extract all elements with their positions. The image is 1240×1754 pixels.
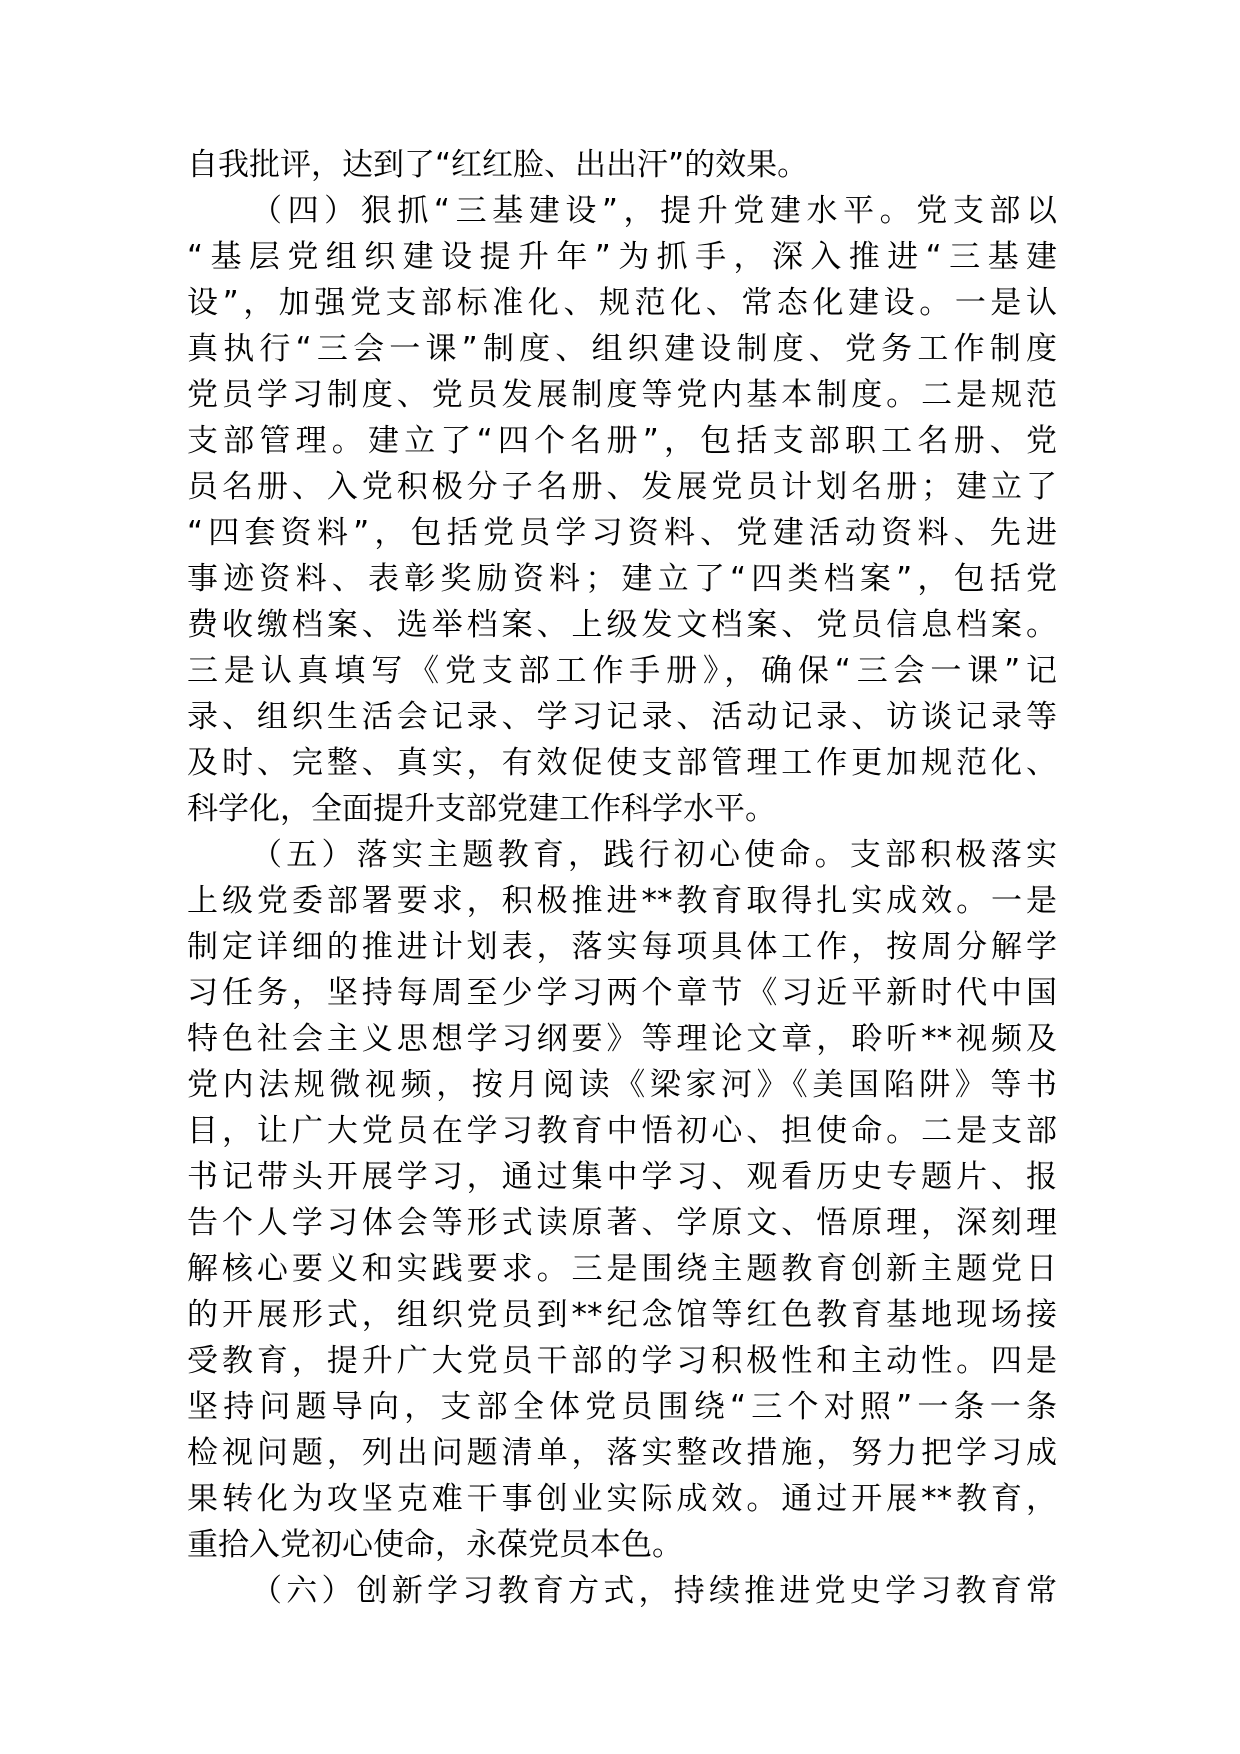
text-line: 及时、完整、真实，有效促使支部管理工作更加规范化、 <box>187 745 1057 781</box>
section-heading-line: （四）狠抓“三基建设”，提升党建水平。党支部以 <box>251 193 1057 229</box>
text-line: 员名册、入党积极分子名册、发展党员计划名册；建立了 <box>187 469 1057 505</box>
text-line: 习任务，坚持每周至少学习两个章节《习近平新时代中国 <box>187 975 1057 1011</box>
text-line: 科学化，全面提升支部党建工作科学水平。 <box>187 791 776 827</box>
body-text <box>187 142 1057 1614</box>
text-line: 事迹资料、表彰奖励资料；建立了“四类档案”，包括党 <box>187 561 1057 597</box>
text-line: 费收缴档案、选举档案、上级发文档案、党员信息档案。 <box>187 607 1057 643</box>
text-line: 重拾入党初心使命，永葆党员本色。 <box>187 1527 683 1563</box>
text-line: 党员学习制度、党员发展制度等党内基本制度。二是规范 <box>187 377 1057 413</box>
text-line: 果转化为攻坚克难干事创业实际成效。通过开展**教育， <box>187 1481 1057 1517</box>
text-line: “四套资料”，包括党员学习资料、党建活动资料、先进 <box>187 515 1057 551</box>
text-line: 书记带头开展学习，通过集中学习、观看历史专题片、报 <box>187 1159 1057 1195</box>
text-line: 受教育，提升广大党员干部的学习积极性和主动性。四是 <box>187 1343 1057 1379</box>
text-line: 告个人学习体会等形式读原著、学原文、悟原理，深刻理 <box>187 1205 1057 1241</box>
text-line: 党内法规微视频，按月阅读《梁家河》《美国陷阱》等书 <box>187 1067 1057 1103</box>
text-line: 三是认真填写《党支部工作手册》，确保“三会一课”记 <box>187 653 1057 689</box>
text-line: 解核心要义和实践要求。三是围绕主题教育创新主题党日 <box>187 1251 1057 1287</box>
text-line: 特色社会主义思想学习纲要》等理论文章，聆听**视频及 <box>187 1021 1057 1057</box>
text-line: 自我批评，达到了“红红脸、出出汗”的效果。 <box>187 147 809 183</box>
text-line: 制定详细的推进计划表，落实每项具体工作，按周分解学 <box>187 929 1057 965</box>
text-line: “基层党组织建设提升年”为抓手，深入推进“三基建 <box>187 239 1057 275</box>
text-line: 支部管理。建立了“四个名册”，包括支部职工名册、党 <box>187 423 1057 459</box>
text-line: 录、组织生活会记录、学习记录、活动记录、访谈记录等 <box>187 699 1057 735</box>
text-line: 的开展形式，组织党员到**纪念馆等红色教育基地现场接 <box>187 1297 1057 1333</box>
text-line: 坚持问题导向，支部全体党员围绕“三个对照”一条一条 <box>187 1389 1057 1425</box>
text-line: 设”，加强党支部标准化、规范化、常态化建设。一是认 <box>187 285 1057 321</box>
text-line: 真执行“三会一课”制度、组织建设制度、党务工作制度 <box>187 331 1057 367</box>
section-heading-line: （五）落实主题教育，践行初心使命。支部积极落实 <box>251 837 1057 873</box>
section-heading-line: （六）创新学习教育方式，持续推进党史学习教育常 <box>251 1573 1057 1609</box>
text-line: 目，让广大党员在学习教育中悟初心、担使命。二是支部 <box>187 1113 1057 1149</box>
text-line: 检视问题，列出问题清单，落实整改措施，努力把学习成 <box>187 1435 1057 1471</box>
text-line: 上级党委部署要求，积极推进**教育取得扎实成效。一是 <box>187 883 1057 919</box>
